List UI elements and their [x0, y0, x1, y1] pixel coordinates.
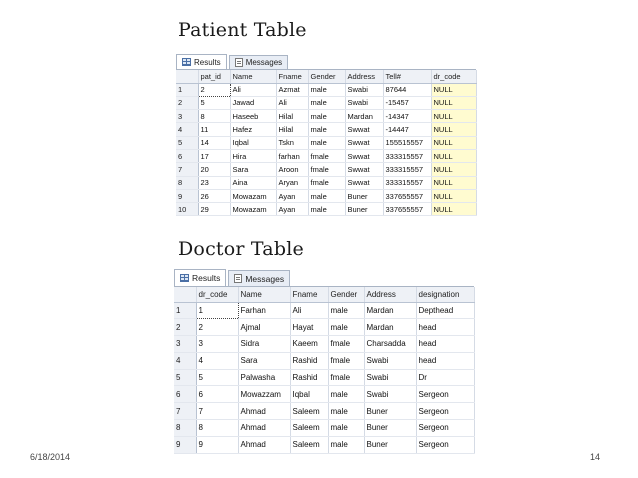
patient-column-header[interactable]: Name	[230, 70, 276, 83]
table-cell[interactable]: NULL	[431, 96, 476, 109]
table-row[interactable]	[174, 319, 474, 336]
table-cell[interactable]: fmale	[308, 176, 345, 189]
row-number[interactable]: 7	[174, 403, 196, 420]
table-row[interactable]	[176, 123, 476, 136]
table-cell[interactable]: Mowazzam	[238, 386, 290, 403]
table-cell[interactable]: 5	[196, 369, 238, 386]
table-cell[interactable]: 87644	[383, 83, 431, 96]
messages-icon	[234, 274, 242, 283]
row-number[interactable]: 2	[176, 96, 198, 109]
table-cell[interactable]: Saleem	[290, 420, 328, 437]
table-cell[interactable]: Ali	[230, 83, 276, 96]
table-cell[interactable]: Ajmal	[238, 319, 290, 336]
table-cell[interactable]: 8	[198, 110, 230, 123]
table-cell[interactable]: NULL	[431, 110, 476, 123]
table-cell[interactable]: 2	[196, 319, 238, 336]
table-cell[interactable]: -14447	[383, 123, 431, 136]
table-row[interactable]	[176, 136, 476, 149]
row-number[interactable]: 6	[176, 149, 198, 162]
table-cell[interactable]: Mardan	[345, 110, 383, 123]
row-number[interactable]: 9	[174, 436, 196, 453]
patient-results-grid	[176, 70, 477, 216]
slide-date: 6/18/2014	[30, 452, 71, 462]
table-cell[interactable]: NULL	[431, 123, 476, 136]
table-cell[interactable]: Sidra	[238, 336, 290, 353]
table-cell[interactable]: Ahmad	[238, 403, 290, 420]
row-number[interactable]: 3	[174, 336, 196, 353]
doctor-column-header[interactable]: Fname	[290, 287, 328, 302]
table-cell[interactable]: Aroon	[276, 163, 308, 176]
table-cell[interactable]: Buner	[364, 420, 416, 437]
table-cell[interactable]: NULL	[431, 149, 476, 162]
table-cell[interactable]: Saleem	[290, 403, 328, 420]
table-cell[interactable]: Buner	[364, 436, 416, 453]
patient-tab-bar	[176, 55, 476, 70]
table-cell[interactable]: fmale	[328, 336, 364, 353]
doctor-table-title: Doctor Table	[178, 238, 304, 260]
table-cell[interactable]: NULL	[431, 163, 476, 176]
patient-column-header[interactable]: Gender	[308, 70, 345, 83]
doctor-column-header[interactable]: designation	[416, 287, 474, 302]
table-cell[interactable]: 7	[196, 403, 238, 420]
table-cell[interactable]: Mardan	[364, 302, 416, 319]
row-number[interactable]: 6	[174, 386, 196, 403]
table-cell[interactable]: male	[308, 96, 345, 109]
table-cell[interactable]: Hilal	[276, 123, 308, 136]
table-cell[interactable]: fmale	[328, 352, 364, 369]
table-cell[interactable]: 4	[196, 352, 238, 369]
table-row[interactable]	[174, 369, 474, 386]
table-cell[interactable]: farhan	[276, 149, 308, 162]
table-cell[interactable]: NULL	[431, 189, 476, 202]
table-cell[interactable]: 8	[196, 420, 238, 437]
table-cell[interactable]: Mardan	[364, 319, 416, 336]
table-row[interactable]	[174, 420, 474, 437]
patient-tab-messages-label: Messages	[245, 58, 283, 67]
table-cell[interactable]: male	[328, 436, 364, 453]
table-cell[interactable]: 20	[198, 163, 230, 176]
table-cell[interactable]: Buner	[345, 189, 383, 202]
doctor-results-panel	[174, 270, 474, 450]
patient-tab-messages[interactable]	[229, 55, 288, 69]
table-cell[interactable]: male	[328, 403, 364, 420]
table-cell[interactable]: 1	[196, 302, 238, 319]
row-number[interactable]: 4	[176, 123, 198, 136]
slide-page-number: 14	[589, 452, 600, 462]
table-cell[interactable]: Sergeon	[416, 386, 474, 403]
doctor-tab-results[interactable]	[174, 269, 226, 286]
table-cell[interactable]: Dr	[416, 369, 474, 386]
table-cell[interactable]: 333315557	[383, 163, 431, 176]
patient-column-header[interactable]: Tell#	[383, 70, 431, 83]
table-row[interactable]	[176, 96, 476, 109]
table-row[interactable]	[176, 189, 476, 202]
doctor-tab-bar	[174, 270, 474, 287]
table-cell[interactable]: 11	[198, 123, 230, 136]
doctor-tab-messages-label: Messages	[245, 273, 285, 284]
table-row[interactable]	[176, 163, 476, 176]
table-cell[interactable]: male	[328, 302, 364, 319]
table-row[interactable]	[174, 352, 474, 369]
table-cell[interactable]: 337655557	[383, 189, 431, 202]
table-cell[interactable]: Swabi	[364, 352, 416, 369]
table-cell[interactable]: Iqbal	[230, 136, 276, 149]
table-cell[interactable]: male	[308, 110, 345, 123]
table-cell[interactable]: Depthead	[416, 302, 474, 319]
table-cell[interactable]: Mowazam	[230, 189, 276, 202]
table-cell[interactable]: Sergeon	[416, 403, 474, 420]
table-cell[interactable]: NULL	[431, 203, 476, 216]
table-cell[interactable]: fmale	[328, 369, 364, 386]
table-cell[interactable]: male	[308, 83, 345, 96]
table-row[interactable]	[176, 83, 476, 96]
table-cell[interactable]: Farhan	[238, 302, 290, 319]
row-number[interactable]: 3	[176, 110, 198, 123]
table-cell[interactable]: 155515557	[383, 136, 431, 149]
patient-table-title: Patient Table	[178, 19, 307, 41]
row-number[interactable]: 7	[176, 163, 198, 176]
table-cell[interactable]: Hafez	[230, 123, 276, 136]
table-cell[interactable]: Charsadda	[364, 336, 416, 353]
table-cell[interactable]: Swwat	[345, 163, 383, 176]
table-cell[interactable]: Aryan	[276, 176, 308, 189]
table-cell[interactable]: NULL	[431, 176, 476, 189]
row-number[interactable]: 9	[176, 189, 198, 202]
table-cell[interactable]: 3	[196, 336, 238, 353]
patient-column-header[interactable]: pat_id	[198, 70, 230, 83]
table-cell[interactable]: Swabi	[364, 369, 416, 386]
table-cell[interactable]: -14347	[383, 110, 431, 123]
table-cell[interactable]: male	[328, 420, 364, 437]
table-cell[interactable]: 333315557	[383, 176, 431, 189]
table-cell[interactable]: Tskn	[276, 136, 308, 149]
row-number[interactable]: 4	[174, 352, 196, 369]
row-number[interactable]: 8	[174, 420, 196, 437]
table-cell[interactable]: Rashid	[290, 352, 328, 369]
table-cell[interactable]: Buner	[345, 203, 383, 216]
table-cell[interactable]: Hira	[230, 149, 276, 162]
table-cell[interactable]: Swwat	[345, 123, 383, 136]
table-cell[interactable]: 6	[196, 386, 238, 403]
table-cell[interactable]: Swabi	[345, 96, 383, 109]
row-number[interactable]: 1	[176, 83, 198, 96]
table-cell[interactable]: -15457	[383, 96, 431, 109]
table-cell[interactable]: head	[416, 319, 474, 336]
table-cell[interactable]: 14	[198, 136, 230, 149]
table-cell[interactable]: 333315557	[383, 149, 431, 162]
table-cell[interactable]: 5	[198, 96, 230, 109]
table-cell[interactable]: Hayat	[290, 319, 328, 336]
table-cell[interactable]: Iqbal	[290, 386, 328, 403]
table-cell[interactable]: Sergeon	[416, 420, 474, 437]
table-cell[interactable]: head	[416, 352, 474, 369]
table-cell[interactable]: male	[328, 319, 364, 336]
table-cell[interactable]: Ali	[290, 302, 328, 319]
table-cell[interactable]: 2	[198, 83, 230, 96]
patient-tab-results-label: Results	[194, 57, 221, 67]
doctor-tab-messages[interactable]	[228, 270, 290, 286]
table-cell[interactable]: 17	[198, 149, 230, 162]
row-number[interactable]: 2	[174, 319, 196, 336]
doctor-tab-results-label: Results	[192, 273, 221, 283]
patient-column-header[interactable]: dr_code	[431, 70, 476, 83]
table-cell[interactable]: Swabi	[345, 83, 383, 96]
table-row[interactable]	[176, 203, 476, 216]
doctor-column-header[interactable]: Name	[238, 287, 290, 302]
table-cell[interactable]: Ahmad	[238, 436, 290, 453]
doctor-column-header[interactable]: Gender	[328, 287, 364, 302]
table-cell[interactable]: male	[308, 136, 345, 149]
table-cell[interactable]: male	[308, 123, 345, 136]
table-cell[interactable]: Azmat	[276, 83, 308, 96]
patient-tab-results[interactable]	[176, 54, 227, 69]
messages-icon	[235, 58, 243, 67]
table-cell[interactable]: male	[308, 189, 345, 202]
table-cell[interactable]: 9	[196, 436, 238, 453]
table-cell[interactable]: Ayan	[276, 203, 308, 216]
table-row[interactable]	[174, 403, 474, 420]
table-cell[interactable]: head	[416, 336, 474, 353]
table-cell[interactable]: male	[328, 386, 364, 403]
table-cell[interactable]: Swabi	[364, 386, 416, 403]
table-cell[interactable]: 29	[198, 203, 230, 216]
doctor-column-header[interactable]: dr_code	[196, 287, 238, 302]
doctor-rownum-header[interactable]	[174, 287, 196, 302]
table-row[interactable]	[176, 149, 476, 162]
table-cell[interactable]: Haseeb	[230, 110, 276, 123]
table-cell[interactable]: Swwat	[345, 136, 383, 149]
table-row[interactable]	[174, 336, 474, 353]
patient-column-header[interactable]: Address	[345, 70, 383, 83]
table-cell[interactable]: male	[308, 203, 345, 216]
doctor-results-grid	[174, 287, 475, 454]
table-row[interactable]	[174, 386, 474, 403]
results-grid-icon	[180, 274, 189, 282]
table-row[interactable]	[174, 302, 474, 319]
table-row[interactable]	[176, 110, 476, 123]
table-cell[interactable]: Sara	[230, 163, 276, 176]
table-cell[interactable]: Rashid	[290, 369, 328, 386]
row-number[interactable]: 1	[174, 302, 196, 319]
table-cell[interactable]: Swwat	[345, 176, 383, 189]
table-cell[interactable]: Palwasha	[238, 369, 290, 386]
table-row[interactable]	[176, 176, 476, 189]
table-cell[interactable]: Sara	[238, 352, 290, 369]
patient-column-header[interactable]: Fname	[276, 70, 308, 83]
table-row[interactable]	[174, 436, 474, 453]
table-cell[interactable]: fmale	[308, 149, 345, 162]
table-cell[interactable]: NULL	[431, 83, 476, 96]
table-cell[interactable]: Mowazam	[230, 203, 276, 216]
table-cell[interactable]: fmale	[308, 163, 345, 176]
patient-results-panel	[176, 55, 476, 220]
table-cell[interactable]: 23	[198, 176, 230, 189]
row-number[interactable]: 8	[176, 176, 198, 189]
patient-rownum-header[interactable]	[176, 70, 198, 83]
table-cell[interactable]: 337655557	[383, 203, 431, 216]
doctor-column-header[interactable]: Address	[364, 287, 416, 302]
row-number[interactable]: 5	[174, 369, 196, 386]
table-cell[interactable]: 26	[198, 189, 230, 202]
row-number[interactable]: 10	[176, 203, 198, 216]
table-cell[interactable]: Ahmad	[238, 420, 290, 437]
table-cell[interactable]: Swwat	[345, 149, 383, 162]
table-cell[interactable]: Hilal	[276, 110, 308, 123]
table-cell[interactable]: Aina	[230, 176, 276, 189]
table-cell[interactable]: Saleem	[290, 436, 328, 453]
results-grid-icon	[182, 58, 191, 66]
table-cell[interactable]: Kaeem	[290, 336, 328, 353]
table-cell[interactable]: Buner	[364, 403, 416, 420]
table-cell[interactable]: Jawad	[230, 96, 276, 109]
table-cell[interactable]: Sergeon	[416, 436, 474, 453]
table-cell[interactable]: Ayan	[276, 189, 308, 202]
table-cell[interactable]: Ali	[276, 96, 308, 109]
table-cell[interactable]: NULL	[431, 136, 476, 149]
row-number[interactable]: 5	[176, 136, 198, 149]
